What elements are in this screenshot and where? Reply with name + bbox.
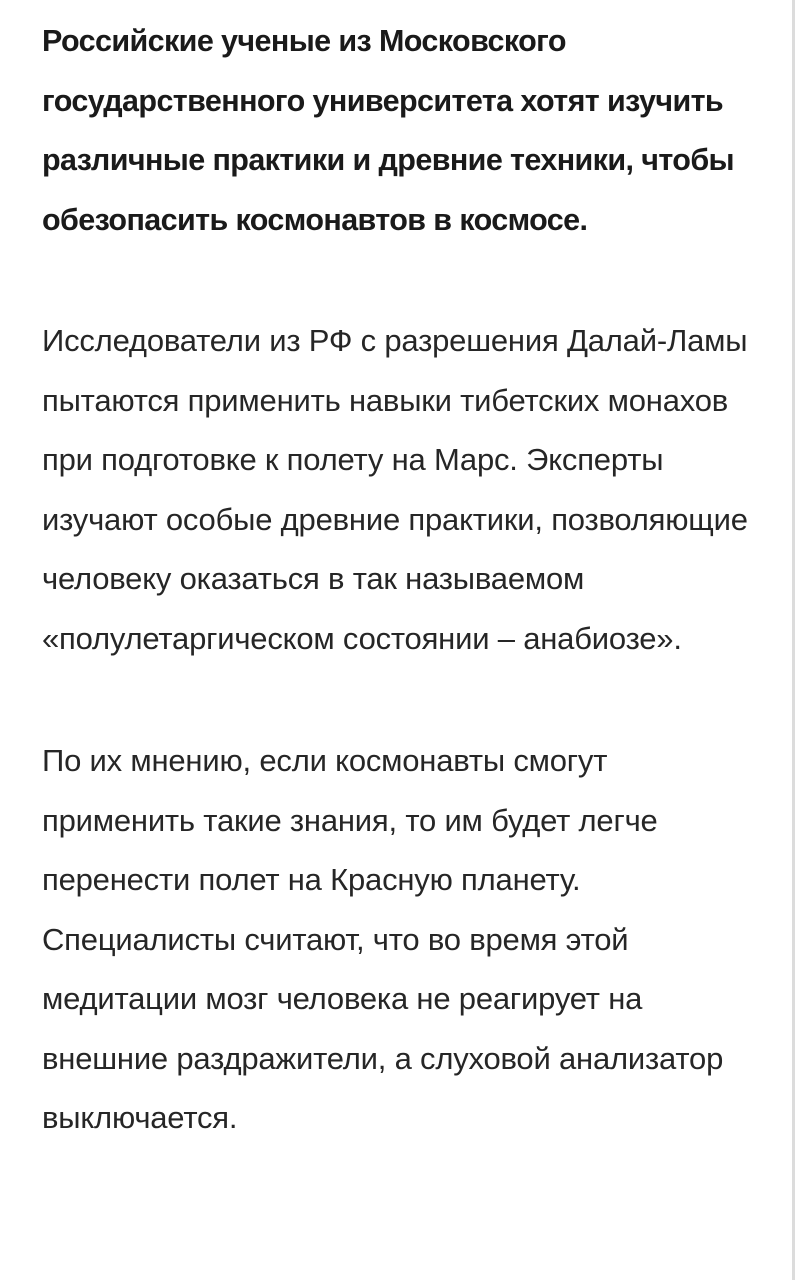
article-body bbox=[42, 12, 762, 1148]
article-paragraph: Исследователи из РФ с разрешения Далай-Ламы пытаются применить навыки тибетских монахов при подготовке к полету на Марс. Эксперты изучают особые древние практики, позволяющие человеку оказаться в так называемом «полулетаргическом состоянии – анабиозе». bbox=[42, 323, 748, 656]
article-paragraph: По их мнению, если космонавты смогут применить такие знания, то им будет легче перенести полет на Красную планету. Специалисты считают, что во время этой медитации мозг человека не реагирует на внешние раздражители, а слуховой анализатор выключается. bbox=[42, 743, 724, 1135]
article-lead: Российские ученые из Московского государственного университета хотят изучить различные практики и древние техники, чтобы обезопасить космонавтов в космосе. bbox=[42, 24, 735, 237]
